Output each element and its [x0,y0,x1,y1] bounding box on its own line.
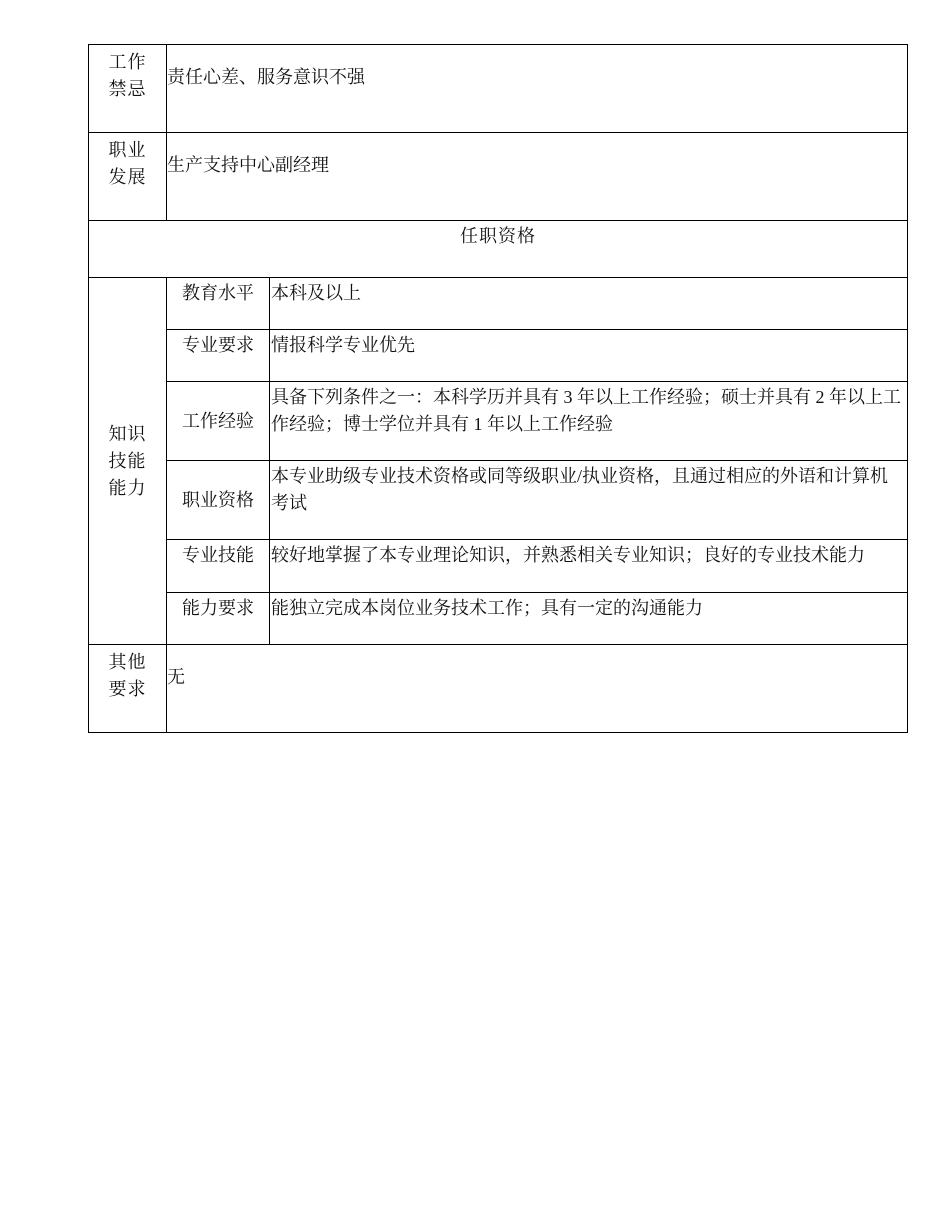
qualifications-header-row [89,221,908,278]
ability-requirement-value: 能独立完成本岗位业务技术工作；具有一定的沟通能力 [270,593,908,645]
work-experience-label: 工作经验 [167,382,270,461]
other-requirements-row [89,645,908,733]
work-taboo-row [89,45,908,133]
education-level-value: 本科及以上 [270,278,908,330]
work-taboo-label: 工作 禁忌 [89,45,167,133]
qualification-item-row [89,330,908,382]
ability-requirement-label: 能力要求 [167,593,270,645]
work-experience-value: 具备下列条件之一：本科学历并具有 3 年以上工作经验；硕士并具有 2 年以上工作经验；博士学位并具有 1 年以上工作经验 [270,382,908,461]
professional-skills-value: 较好地掌握了本专业理论知识，并熟悉相关专业知识；良好的专业技术能力 [270,540,908,593]
other-requirements-label: 其他 要求 [89,645,167,733]
major-requirement-value: 情报科学专业优先 [270,330,908,382]
career-development-row [89,133,908,221]
qualification-item-row [89,382,908,461]
qualification-item-row [89,461,908,540]
education-level-label: 教育水平 [167,278,270,330]
career-development-value: 生产支持中心副经理 [167,133,908,221]
knowledge-skills-ability-label: 知识 技能 能力 [89,278,167,645]
qualifications-title: 任职资格 [89,221,908,278]
major-requirement-label: 专业要求 [167,330,270,382]
qualification-item-row [89,593,908,645]
professional-skills-label: 专业技能 [167,540,270,593]
career-development-label: 职业 发展 [89,133,167,221]
professional-qualification-value: 本专业助级专业技术资格或同等级职业/执业资格，且通过相应的外语和计算机考试 [270,461,908,540]
work-taboo-value: 责任心差、服务意识不强 [167,45,908,133]
qualification-item-row [89,540,908,593]
professional-qualification-label: 职业资格 [167,461,270,540]
qualification-item-row [89,278,908,330]
other-requirements-value: 无 [167,645,908,733]
job-description-table [88,44,908,733]
